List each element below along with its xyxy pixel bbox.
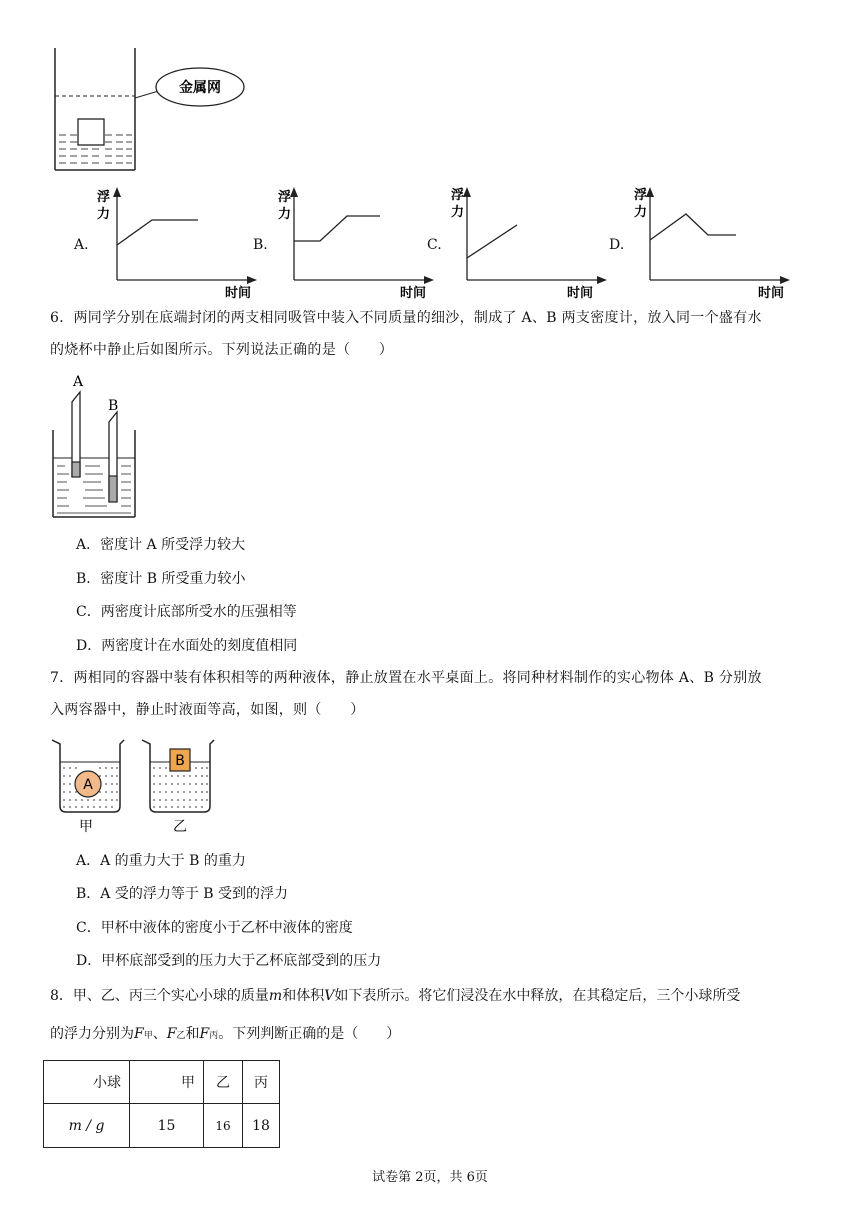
q6-option-c: C．两密度计底部所受水的压强相等 (76, 604, 297, 620)
q5-option-d: D. (609, 237, 625, 253)
q5-option-c: C. (427, 237, 442, 253)
q5-option-b: B. (253, 237, 268, 253)
q7-option-b: B．A 受的浮力等于 B 受到的浮力 (76, 886, 289, 902)
q7-option-a: A．A 的重力大于 B 的重力 (76, 853, 246, 869)
table-header-cell: 乙 (204, 1061, 243, 1104)
hydrometer-a-label: A (73, 374, 84, 390)
table-cell: 18 (243, 1104, 280, 1148)
table-row (44, 1104, 280, 1148)
q7-option-d: D．甲杯底部受到的压力大于乙杯底部受到的压力 (76, 953, 382, 969)
svg-text:力: 力 (634, 205, 648, 220)
table-header-cell: 丙 (243, 1061, 280, 1104)
q5-graph-d (628, 185, 798, 300)
q8-stem-line2: 的浮力分别为F甲、F乙和F丙。下列判断正确的是（ ） (50, 1026, 401, 1042)
q8-data-table (43, 1060, 280, 1148)
q5-beaker-figure (50, 40, 270, 180)
svg-text:时间: 时间 (400, 286, 427, 300)
q5-graph-c (445, 185, 615, 300)
q7-beakers-figure (48, 734, 228, 834)
svg-text:浮: 浮 (278, 190, 292, 205)
svg-text:浮: 浮 (634, 188, 648, 203)
q5-graph-a (95, 185, 265, 300)
page-footer: 试卷第 2页，共 6页 (372, 1170, 488, 1185)
q6-stem-line2: 的烧杯中静止后如图所示。下列说法正确的是（ ） (50, 342, 394, 358)
svg-text:浮: 浮 (451, 188, 465, 203)
q6-stem (50, 302, 840, 366)
cup-yi-label: 乙 (173, 819, 187, 834)
q7-stem-line2: 入两容器中，静止时液面等高，如图，则（ ） (50, 702, 365, 718)
q6-hydrometer-figure (45, 372, 145, 522)
table-row (44, 1061, 280, 1104)
q6-option-a: A．密度计 A 所受浮力较大 (76, 537, 246, 553)
q8-stem-line1: 8．甲、乙、丙三个实心小球的质量m和体积V如下表所示。将它们浸没在水中释放，在其稳定后，三个小球所受 (50, 988, 741, 1004)
q7-stem-line1: 7．两相同的容器中装有体积相等的两种液体，静止放置在水平桌面上。将同种材料制作的实心物体 A、B 分别放 (50, 670, 762, 686)
q6-option-d: D．两密度计在水面处的刻度值相同 (76, 638, 298, 654)
cup-jia-label: 甲 (79, 819, 93, 834)
table-header-cell: 甲 (130, 1061, 204, 1104)
q6-option-b: B．密度计 B 所受重力较小 (76, 571, 246, 587)
hydrometer-b-label: B (108, 398, 119, 414)
table-cell: 16 (204, 1104, 243, 1148)
q6-stem-line1: 6．两同学分别在底端封闭的两支相同吸管中装入不同质量的细沙，制成了 A、B 两支密度计，放入同一个盛有水 (50, 310, 762, 326)
svg-text:力: 力 (97, 207, 111, 222)
svg-text:时间: 时间 (225, 286, 252, 300)
var-v: V (324, 988, 335, 1004)
svg-text:时间: 时间 (758, 286, 785, 300)
table-row-label: m / g (44, 1104, 130, 1148)
q7-option-c: C．甲杯中液体的密度小于乙杯中液体的密度 (76, 920, 353, 936)
table-cell: 15 (130, 1104, 204, 1148)
ball-a-label: A (83, 777, 93, 793)
metal-mesh-callout: 金属网 (179, 80, 221, 96)
svg-text:时间: 时间 (567, 286, 594, 300)
q7-stem (50, 662, 840, 726)
svg-text:浮: 浮 (97, 190, 111, 205)
svg-text:力: 力 (278, 207, 292, 222)
q5-graph-b (272, 185, 442, 300)
var-m: m (268, 988, 283, 1004)
svg-text:力: 力 (451, 205, 465, 220)
block-b-label: B (175, 753, 185, 769)
q5-option-a: A. (74, 237, 89, 253)
table-header-cell: 小球 (44, 1061, 130, 1104)
